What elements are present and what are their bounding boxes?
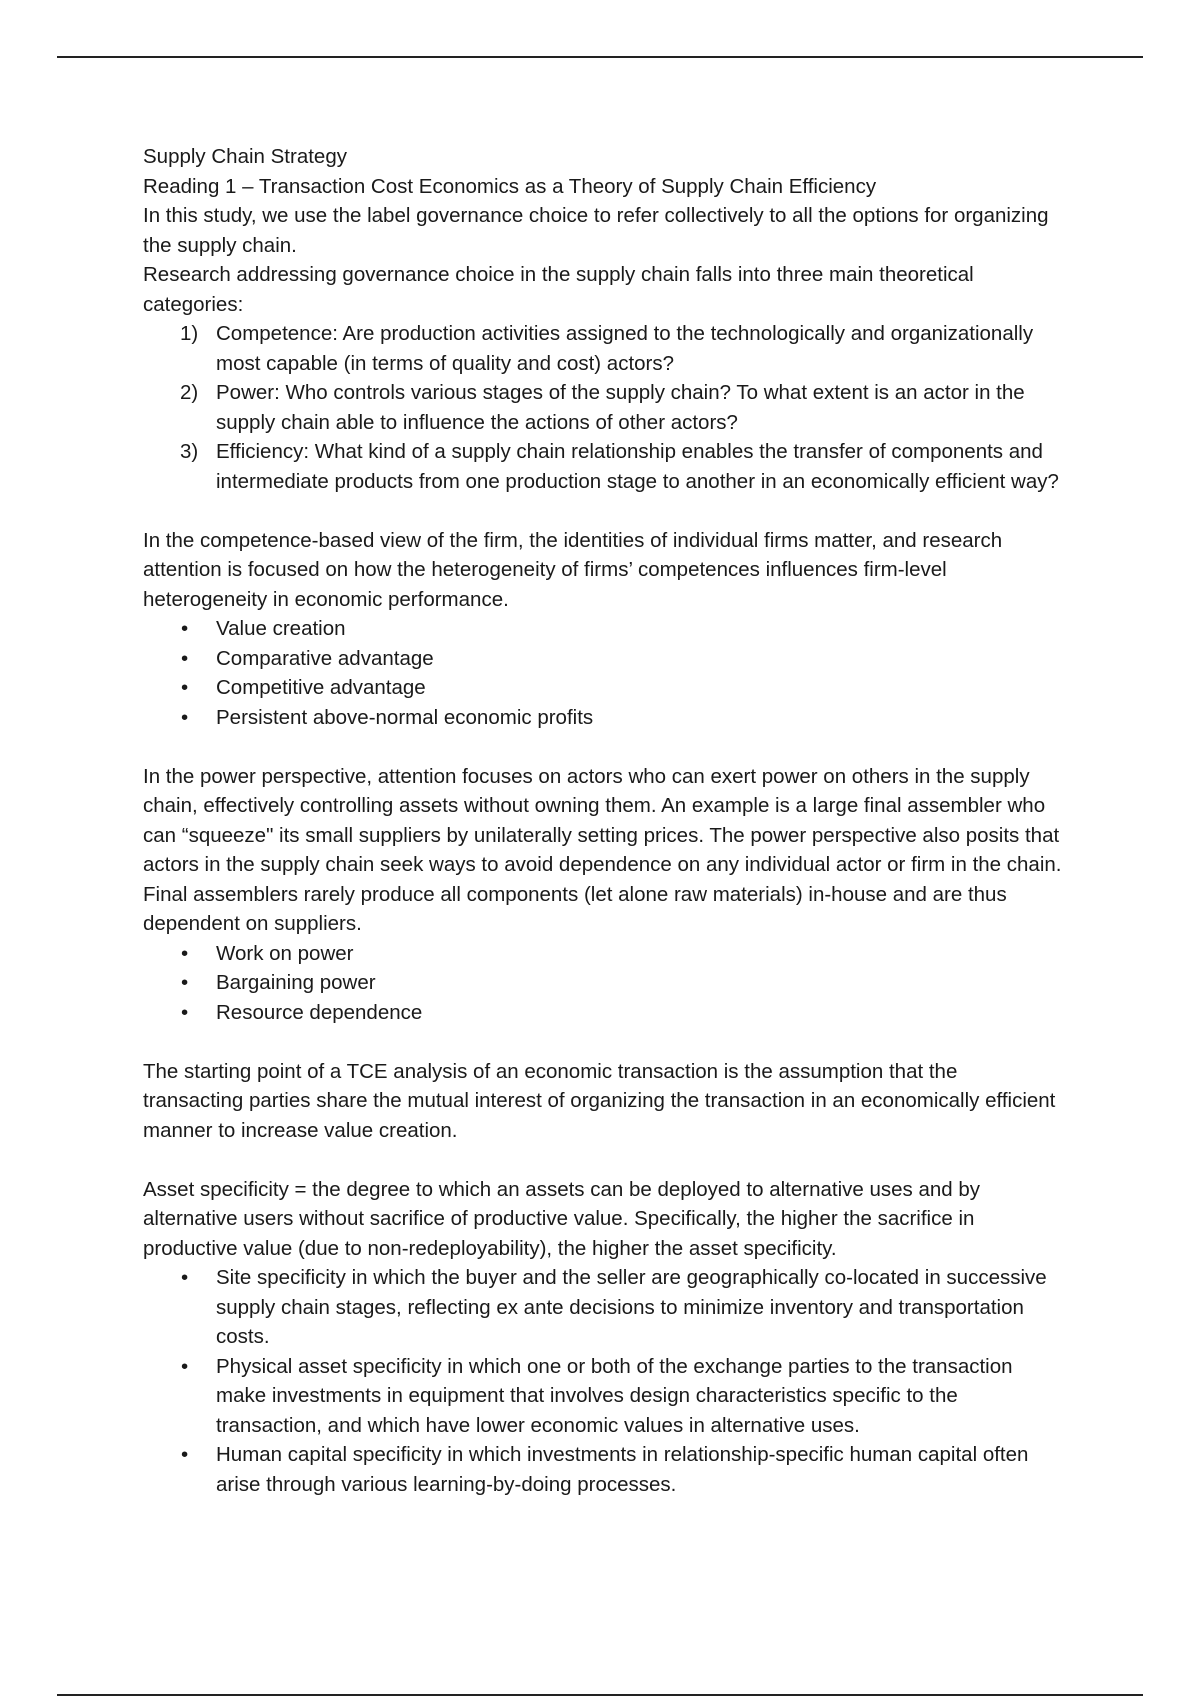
list-item-text: Power: Who controls various stages of the supply chain? To what extent is an actor in the supply chain able to influence the actions of other actors? xyxy=(216,381,1025,434)
bullet-icon: • xyxy=(181,971,189,994)
bullet-icon: • xyxy=(181,1000,189,1024)
list-item xyxy=(143,437,1063,496)
list-marker: 2) xyxy=(180,381,199,404)
list-item xyxy=(143,673,1063,703)
list-item-text: Comparative advantage xyxy=(216,646,434,670)
list-item xyxy=(143,939,1063,969)
list-item xyxy=(143,1352,1063,1441)
bullet-icon: • xyxy=(181,1266,189,1289)
list-item-text: Resource dependence xyxy=(216,1000,423,1024)
paragraph-spacer xyxy=(143,1027,1063,1057)
power-bullet-list xyxy=(143,939,1063,1028)
list-item-text: Value creation xyxy=(216,617,346,640)
list-item xyxy=(143,703,1063,733)
list-item xyxy=(143,998,1063,1028)
bullet-icon: • xyxy=(181,941,189,965)
list-item xyxy=(143,614,1063,644)
bullet-icon: • xyxy=(181,1443,189,1466)
list-item xyxy=(143,1263,1063,1352)
power-paragraph: In the power perspective, attention focuses on actors who can exert power on others in the supply chain, effectively controlling assets without owning them. An example is a large final assembler who can “squeeze" its small suppliers by unilaterally setting prices. The power perspective also posits that actors in the supply chain seek ways to avoid dependence on any individual actor or firm in the chain. Final assemblers rarely produce all components (let alone raw materials) in-house and are thus dependent on suppliers. xyxy=(143,764,1062,935)
bullet-icon: • xyxy=(181,1354,189,1378)
list-item-text: Competitive advantage xyxy=(216,676,426,699)
bullet-icon: • xyxy=(181,705,189,729)
asset-specificity-bullet-list xyxy=(143,1263,1063,1499)
list-marker: 3) xyxy=(180,440,199,463)
list-item-text: Human capital specificity in which investments in relationship-specific human capital often arise through various learning-by-doing processes. xyxy=(216,1443,1029,1496)
list-item-text: Competence: Are production activities assigned to the technologically and organizationally most capable (in terms of quality and cost) actors? xyxy=(216,322,1034,375)
tce-paragraph: The starting point of a TCE analysis of an economic transaction is the assumption that the transacting parties share the mutual interest of organizing the transaction in an economically efficient manner to increase value creation. xyxy=(143,1059,1056,1142)
list-item-text: Bargaining power xyxy=(216,971,376,994)
list-item xyxy=(143,378,1063,437)
list-marker: 1) xyxy=(180,322,199,345)
bullet-icon: • xyxy=(181,646,189,670)
competence-paragraph: In the competence-based view of the firm, the identities of individual firms matter, and research attention is focused on how the heterogeneity of firms’ competences influences firm-level heterogeneity in economic performance. xyxy=(143,528,1003,611)
asset-specificity-paragraph: Asset specificity = the degree to which an assets can be deployed to alternative uses and by alternative users without sacrifice of productive value. Specifically, the higher the sacrifice in productive value (due to non-redeployability), the higher the asset specificity. xyxy=(143,1177,981,1260)
categories-list xyxy=(143,319,1063,496)
list-item xyxy=(143,319,1063,378)
list-item xyxy=(143,1440,1063,1499)
list-item-text: Persistent above-normal economic profits xyxy=(216,705,594,729)
list-item xyxy=(143,968,1063,998)
list-item xyxy=(143,644,1063,674)
list-item-text: Site specificity in which the buyer and the seller are geographically co-located in successive supply chain stages, reflecting ex ante decisions to minimize inventory and transportation costs. xyxy=(216,1266,1047,1348)
paragraph-spacer xyxy=(143,496,1063,526)
bullet-icon: • xyxy=(181,617,189,640)
document-subtitle: Reading 1 – Transaction Cost Economics as a Theory of Supply Chain Efficiency xyxy=(143,174,877,198)
paragraph-spacer xyxy=(143,732,1063,762)
list-item-text: Physical asset specificity in which one or both of the exchange parties to the transaction make investments in equipment that involves design characteristics specific to the transaction, and which have lower economic values in alternative uses. xyxy=(216,1354,1013,1437)
list-item-text: Work on power xyxy=(216,941,354,965)
list-item-text: Efficiency: What kind of a supply chain relationship enables the transfer of components and intermediate products from one production stage to another in an economically efficient way? xyxy=(216,440,1059,493)
competence-bullet-list xyxy=(143,614,1063,732)
header-rule xyxy=(57,56,1143,58)
intro-paragraph-2: Research addressing governance choice in the supply chain falls into three main theoretical categories: xyxy=(143,263,974,316)
document-body xyxy=(143,142,1063,1499)
document-title: Supply Chain Strategy xyxy=(143,145,347,168)
bullet-icon: • xyxy=(181,676,189,699)
intro-paragraph-1: In this study, we use the label governance choice to refer collectively to all the options for organizing the supply chain. xyxy=(143,204,1049,257)
paragraph-spacer xyxy=(143,1145,1063,1175)
footer-rule xyxy=(57,1694,1143,1696)
